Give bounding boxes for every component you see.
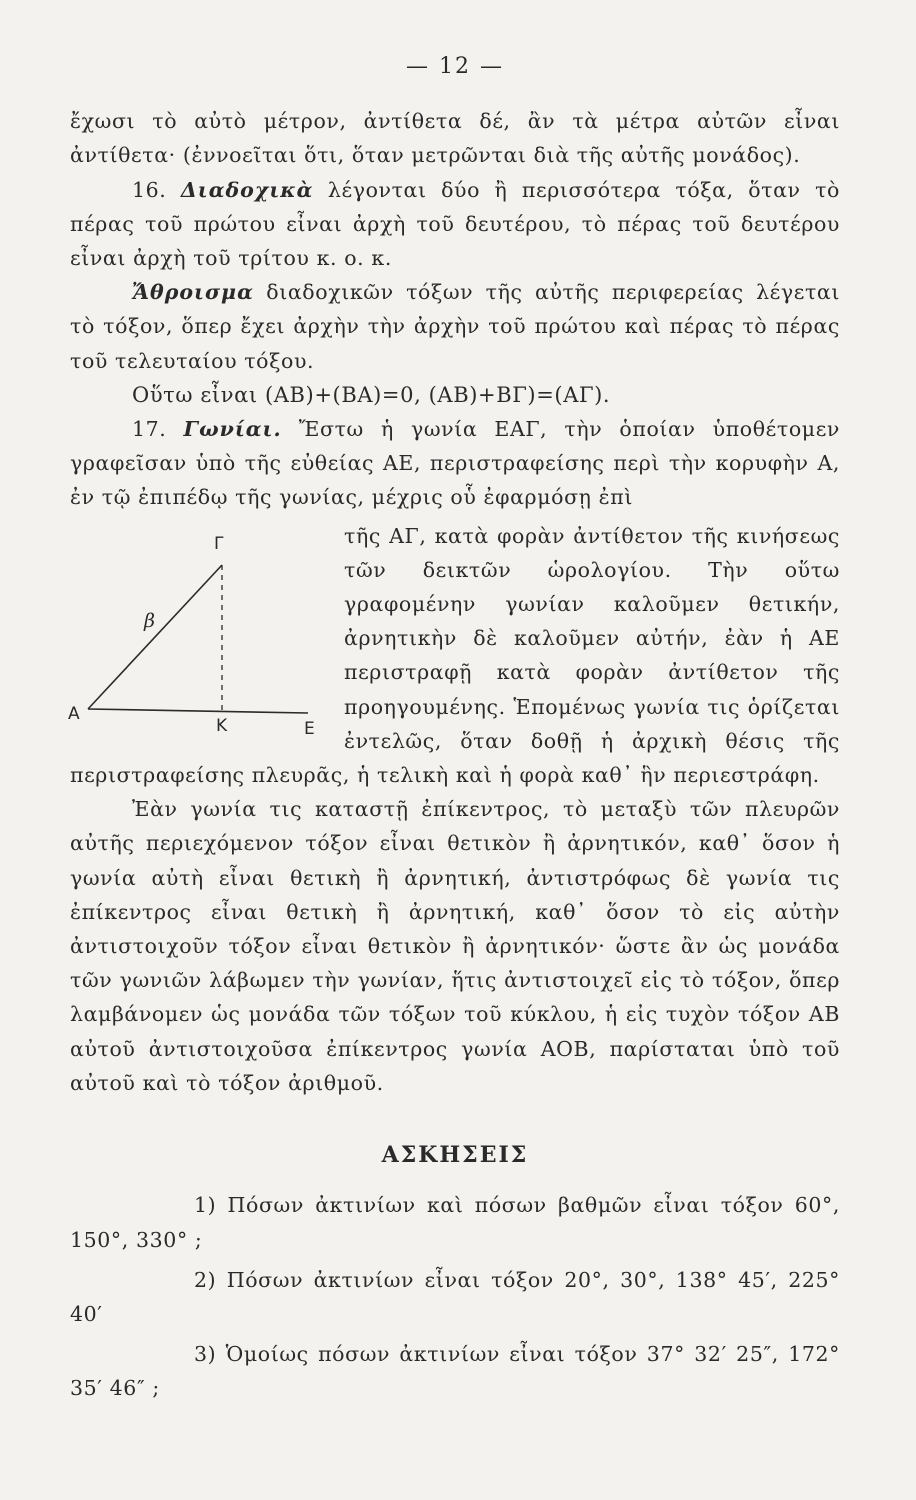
side-ae	[88, 709, 308, 713]
angle-figure	[56, 519, 336, 753]
arc-formula: Οὕτω εἶναι (ΑΒ)+(ΒΑ)=0, (ΑΒ)+ΒΓ)=(ΑΓ).	[132, 382, 611, 407]
section-17-text-a: Ἔστω ἡ γωνία ΕΑΓ, τὴν ὁποίαν ὑποθέτομεν γραφεῖσαν ὑπὸ τῆς εὐθείας ΑΕ, περιστραφείσης περὶ τὴν κορυφὴν Α, ἐν τῷ ἐπιπέδῳ τῆς γωνίας, μέχρις οὗ ἐφαρμόσῃ ἐπὶ	[70, 417, 840, 510]
label-gamma: Γ	[214, 533, 225, 554]
exercises-heading: ΑΣΚΗΣΕΙΣ	[381, 1142, 529, 1169]
exercise-text: Πόσων ἀκτινίων καὶ πόσων βαθμῶν εἶναι τόξον 60°, 150°, 330° ;	[70, 1193, 840, 1252]
label-e: Ε	[304, 718, 316, 739]
exercise-text: Πόσων ἀκτινίων εἶναι τόξον 20°, 30°, 138° 45′, 225° 40′	[70, 1267, 840, 1326]
section-17-term: Γωνίαι.	[183, 417, 282, 442]
exercise-item	[70, 1263, 840, 1331]
paragraph-continuation: ἔχωσι τὸ αὐτὸ μέτρον, ἀντίθετα δέ, ἂν τὰ μέτρα αὐτῶν εἶναι ἀντίθετα· (ἐννοεῖται ὅτι, ὅταν μετρῶνται διὰ τῆς αὐτῆς μονάδος).	[70, 109, 840, 168]
exercise-item	[70, 1188, 840, 1256]
page	[70, 50, 840, 1406]
label-k: Κ	[216, 715, 228, 736]
exercise-number: 1)	[194, 1193, 217, 1218]
angle-diagram	[56, 519, 336, 753]
section-16-number: 16.	[132, 177, 167, 202]
figure-wrap-block	[70, 519, 840, 793]
page-number: — 12 —	[406, 54, 504, 79]
central-angle-paragraph: Ἐὰν γωνία τις καταστῇ ἐπίκεντρος, τὸ μεταξὺ τῶν πλευρῶν αὐτῆς περιεχόμενον τόξον εἶναι θετικὸν ἢ ἀρνητικόν, καθ᾽ ὅσον ἡ γωνία αὐτὴ εἶναι θετικὴ ἢ ἀρνητική, ἀντιστρόφως δὲ γωνία τις ἐπίκεντρος εἶναι θετικὴ ἢ ἀρνητική, καθ᾽ ὅσον τὸ εἰς αὐτὴν ἀντιστοιχοῦν τόξον εἶναι θετικὸν ἢ ἀρνητικόν· ὥστε ἂν ὡς μονάδα τῶν γωνιῶν λάβωμεν τὴν γωνίαν, ἥτις ἀντιστοιχεῖ εἰς τὸ τόξον, ὅπερ λαμβάνομεν ὡς μονάδα τῶν τόξων τοῦ κύκλου, ἡ εἰς τυχὸν τόξον ΑΒ αὐτοῦ ἀντιστοιχοῦσα ἐπίκεντρος γωνία ΑΟΒ, παρίσταται ὑπὸ τοῦ αὐτοῦ καὶ τὸ τόξον ἀριθμοῦ.	[70, 797, 840, 1095]
section-17-intro	[70, 412, 840, 515]
exercise-item	[70, 1337, 840, 1405]
exercise-text: Ὁμοίως πόσων ἀκτινίων εἶναι τόξον 37° 32′ 25″, 172° 35′ 46″ ;	[70, 1342, 840, 1401]
section-16-term: Διαδοχικὰ	[180, 177, 314, 202]
label-a: Α	[68, 703, 81, 724]
exercise-number: 3)	[194, 1342, 217, 1367]
exercise-number: 2)	[194, 1267, 217, 1292]
section-17-number: 17.	[132, 417, 167, 442]
side-ag	[88, 565, 222, 709]
sum-definition	[70, 275, 840, 378]
section-16	[70, 173, 840, 276]
label-beta: β	[144, 609, 156, 632]
section-17-text-b: τῆς ΑΓ, κατὰ φορὰν ἀντίθετον τῆς κινήσεως τῶν δεικτῶν ὡρολογίου. Τὴν οὕτω γραφομένην γωνίαν καλοῦμεν θετικήν, ἀρνητικὴν δὲ καλοῦμεν αὐτήν, ἐὰν ἡ ΑΕ περιστραφῇ κατὰ φορὰν ἀντίθετον τῆς προηγουμένης. Ἑπομένως γωνία τις ὁρίζεται ἐντελῶς, ὅταν δοθῇ ἡ ἀρχικὴ θέσις τῆς περιστραφείσης πλευρᾶς, ἡ τελικὴ καὶ ἡ φορὰ καθ᾽ ἣν περιεστράφη.	[70, 523, 840, 788]
sum-text: διαδοχικῶν τόξων τῆς αὐτῆς περιφερείας λέγεται τὸ τόξον, ὅπερ ἔχει ἀρχὴν τὴν ἀρχὴν τοῦ πρώτου καὶ πέρας τὸ πέρας τοῦ τελευταίου τόξου.	[70, 280, 840, 373]
sum-term: Ἄθροισμα	[132, 280, 254, 305]
section-16-text: λέγονται δύο ἢ περισσότερα τόξα, ὅταν τὸ πέρας τοῦ πρώτου εἶναι ἀρχὴ τοῦ δευτέρου, τὸ πέρας τοῦ δευτέρου εἶναι ἀρχὴ τοῦ τρίτου κ. ο. κ.	[70, 177, 840, 271]
